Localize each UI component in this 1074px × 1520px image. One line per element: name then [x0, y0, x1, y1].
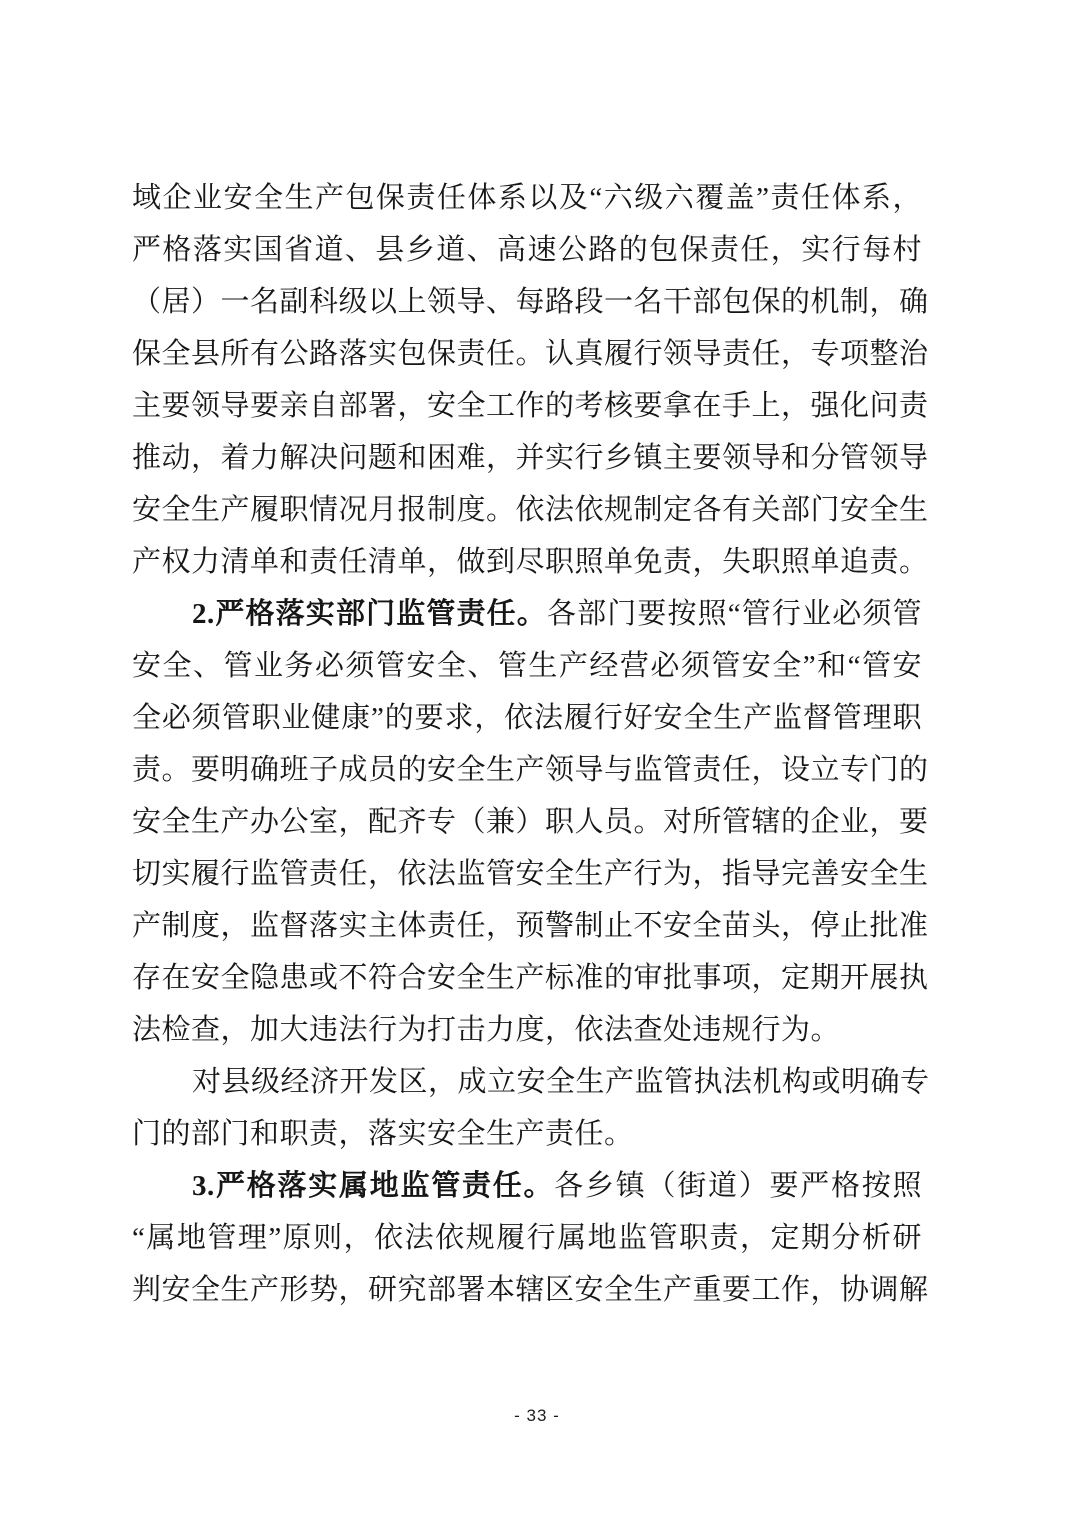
text-line [132, 432, 929, 484]
text-segment: 判安全生产形势，研究部署本辖区安全生产重要工作，协调解 [132, 1274, 929, 1306]
text-line [132, 848, 929, 900]
text-line [132, 536, 929, 588]
text-line [132, 1108, 922, 1160]
text-segment: 全必须管职业健康”的要求，依法履行好安全生产监督管理职 [132, 702, 922, 734]
text-line [132, 1004, 922, 1056]
text-line [132, 900, 929, 952]
text-segment: 主要领导要亲自部署，安全工作的考核要拿在手上，强化问责 [132, 390, 929, 422]
text-segment: 保全县所有公路落实包保责任。认真履行领导责任，专项整治 [132, 338, 929, 370]
page-number: - 33 - [514, 1406, 560, 1425]
text-segment: 法检查，加大违法行为打击力度，依法查处违规行为。 [132, 1014, 841, 1046]
text-segment: 存在安全隐患或不符合安全生产标准的审批事项，定期开展执 [132, 962, 929, 994]
text-segment: 各乡镇（街道）要严格按照 [554, 1170, 922, 1202]
text-line [132, 380, 929, 432]
text-line [132, 276, 929, 328]
text-line [132, 328, 929, 380]
text-line [132, 744, 929, 796]
text-line [132, 1056, 930, 1108]
text-segment: 严格落实国省道、县乡道、高速公路的包保责任，实行每村 [132, 234, 922, 266]
text-segment: 各部门要按照“管行业必须管 [546, 598, 922, 630]
text-segment: 对县级经济开发区，成立安全生产监管执法机构或明确专 [192, 1066, 930, 1098]
document-body [132, 172, 930, 1316]
text-segment: （居）一名副科级以上领导、每路段一名干部包保的机制，确 [132, 286, 929, 318]
text-segment: 切实履行监管责任，依法监管安全生产行为，指导完善安全生 [132, 858, 929, 890]
text-line [132, 796, 929, 848]
text-line [132, 952, 929, 1004]
text-line [132, 172, 922, 224]
paragraph-heading-segment: 2.严格落实部门监管责任。 [192, 598, 547, 630]
text-line [132, 588, 922, 640]
text-segment: 域企业安全生产包保责任体系以及“六级六覆盖”责任体系， [132, 182, 922, 214]
text-line [132, 692, 922, 744]
text-segment: “属地管理”原则，依法依规履行属地监管职责，定期分析研 [132, 1222, 922, 1254]
text-segment: 产权力清单和责任清单，做到尽职照单免责，失职照单追责。 [132, 546, 929, 578]
text-line [132, 1160, 922, 1212]
text-line [132, 484, 929, 536]
text-segment: 推动，着力解决问题和困难，并实行乡镇主要领导和分管领导 [132, 442, 929, 474]
text-segment: 安全生产履职情况月报制度。依法依规制定各有关部门安全生 [132, 494, 929, 526]
text-segment: 安全生产办公室，配齐专（兼）职人员。对所管辖的企业，要 [132, 806, 929, 838]
paragraph-heading-segment: 3.严格落实属地监管责任。 [192, 1170, 555, 1202]
text-segment: 门的部门和职责，落实安全生产责任。 [132, 1118, 634, 1150]
text-line [132, 640, 922, 692]
text-segment: 安全、管业务必须管安全、管生产经营必须管安全”和“管安 [132, 650, 922, 682]
text-line [132, 1212, 922, 1264]
text-segment: 责。要明确班子成员的安全生产领导与监管责任，设立专门的 [132, 754, 929, 786]
text-line [132, 224, 922, 276]
text-line [132, 1264, 929, 1316]
text-segment: 产制度，监督落实主体责任，预警制止不安全苗头，停止批准 [132, 910, 929, 942]
